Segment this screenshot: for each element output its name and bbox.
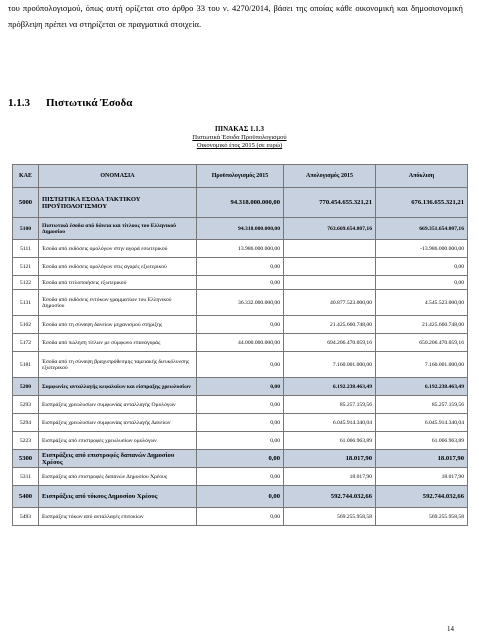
row-code: 5111 [13, 240, 39, 258]
row-name: Έσοδα από τη σύναψη βραχυπρόθεσμης ταμειακής διευκόλυνσης εξωτερικού [39, 352, 197, 378]
row-diff: 7.160.001.000,00 [376, 352, 468, 378]
row-budget: 0,00 [197, 414, 284, 432]
row-budget: 0,00 [197, 352, 284, 378]
row-name: Εισπράξεις από επιστροφές δαπανών Δημοσίου Χρέους [39, 450, 197, 468]
row-diff: 6.192.238.463,49 [376, 378, 468, 396]
row-actual: 694.206.470.059,16 [284, 334, 376, 352]
row-budget: 0,00 [197, 258, 284, 276]
row-actual: 21.425.660.748,00 [284, 316, 376, 334]
row-actual: 770.454.655.321,21 [284, 188, 376, 218]
table-row [13, 414, 468, 432]
row-diff: 592.744.032,66 [376, 486, 468, 508]
row-code: 5131 [13, 290, 39, 316]
section-title: Πιστωτικά Έσοδα [46, 97, 133, 109]
table-row [13, 334, 468, 352]
row-budget: 0,00 [197, 450, 284, 468]
table-row [13, 432, 468, 450]
row-diff: 676.136.655.321,21 [376, 188, 468, 218]
row-name: Πιστωτικά έσοδα από δάνεια και τίτλους του Ελληνικού Δημοσίου [39, 218, 197, 240]
row-name: Έσοδα από τη σύναψη δανείων μηχανισμού στήριξης [39, 316, 197, 334]
row-code: 5100 [13, 218, 39, 240]
section-heading [8, 97, 132, 109]
row-code: 5294 [13, 414, 39, 432]
row-name: Εισπράξεις χρεωλυσίων συμφωνίας ανταλλαγής Δανείων [39, 414, 197, 432]
row-code: 5000 [13, 188, 39, 218]
row-budget: 0,00 [197, 378, 284, 396]
table-row [13, 396, 468, 414]
row-diff: 61.066.963,89 [376, 432, 468, 450]
table-header-row [13, 165, 468, 188]
row-code: 5181 [13, 352, 39, 378]
col-header-name: ΟΝΟΜΑΣΙΑ [39, 165, 197, 188]
intro-paragraph: του προϋπολογισμού, όπως αυτή ορίζεται στο άρθρο 33 του ν. 4270/2014, βάσει της οποίας κάθε οικονομική και δημοσιονομική πρόβλεψη πρέπει να στηρίζεται σε πραγματικά στοιχεία. [8, 3, 463, 29]
row-budget: 0,00 [197, 432, 284, 450]
row-actual: 85.257.159,56 [284, 396, 376, 414]
row-budget: 44.000.000.000,00 [197, 334, 284, 352]
row-actual [284, 258, 376, 276]
row-code: 5293 [13, 396, 39, 414]
row-code: 5223 [13, 432, 39, 450]
row-diff: 669.351.654.807,16 [376, 218, 468, 240]
revenue-table [12, 164, 468, 526]
row-budget: 36.332.000.000,00 [197, 290, 284, 316]
row-budget: 0,00 [197, 486, 284, 508]
row-actual: 40.877.523.000,00 [284, 290, 376, 316]
row-code: 5493 [13, 508, 39, 526]
table-row [13, 218, 468, 240]
table-row [13, 486, 468, 508]
row-budget: 0,00 [197, 396, 284, 414]
row-budget: 94.318.000.000,00 [197, 218, 284, 240]
table-row [13, 258, 468, 276]
row-diff: 18.017,90 [376, 450, 468, 468]
row-code: 5300 [13, 450, 39, 468]
row-actual: 569.255.958,58 [284, 508, 376, 526]
row-actual [284, 240, 376, 258]
row-actual: 61.066.963,89 [284, 432, 376, 450]
row-diff: 6.045.914.340,04 [376, 414, 468, 432]
table-row [13, 188, 468, 218]
row-actual: 18.017,90 [284, 468, 376, 486]
row-actual: 592.744.032,66 [284, 486, 376, 508]
row-name: Έσοδα από εκδόσεις εντόκων γραμματίων του Ελληνικού Δημοσίου [39, 290, 197, 316]
row-code: 5200 [13, 378, 39, 396]
row-actual: 763.669.654.807,16 [284, 218, 376, 240]
table-row [13, 316, 468, 334]
row-diff: -13.986.000.000,00 [376, 240, 468, 258]
table-row [13, 276, 468, 290]
row-name: Έσοδα από εκδόσεις ομολόγων στις αγορές εξωτερικού [39, 258, 197, 276]
row-actual [284, 276, 376, 290]
row-diff: 650.206.470.059,16 [376, 334, 468, 352]
row-budget: 0,00 [197, 468, 284, 486]
table-row [13, 450, 468, 468]
row-name: Έσοδα από εκδόσεις ομολόγων στην αγορά εσωτερικού [39, 240, 197, 258]
section-number: 1.1.3 [8, 97, 30, 109]
table-year: Οικονομικό έτος 2015 (σε ευρώ) [196, 142, 283, 149]
row-name: Εισπράξεις χρεωλυσίων συμφωνίας ανταλλαγής Ομολόγων [39, 396, 197, 414]
row-diff: 0,00 [376, 276, 468, 290]
row-code: 5122 [13, 276, 39, 290]
row-budget: 13.986.000.000,00 [197, 240, 284, 258]
col-header-actual: Απολογισμός 2015 [284, 165, 376, 188]
row-budget: 0,00 [197, 276, 284, 290]
row-diff: 0,00 [376, 258, 468, 276]
row-code: 5162 [13, 316, 39, 334]
row-budget: 0,00 [197, 508, 284, 526]
row-budget: 94.318.000.000,00 [197, 188, 284, 218]
table-row [13, 290, 468, 316]
row-actual: 7.160.001.000,00 [284, 352, 376, 378]
row-diff: 4.545.523.000,00 [376, 290, 468, 316]
page-number: 14 [447, 625, 454, 633]
row-name: Έσοδα από πώληση τίτλων με σύμφωνο επαναγοράς [39, 334, 197, 352]
col-header-diff: Απόκλιση [376, 165, 468, 188]
table-row [13, 352, 468, 378]
row-name: ΠΙΣΤΩΤΙΚΑ ΕΣΟΔΑ ΤΑΚΤΙΚΟΥ ΠΡΟΫΠΟΛΟΓΙΣΜΟΥ [39, 188, 197, 218]
row-diff: 85.257.159,56 [376, 396, 468, 414]
row-name: Εισπράξεις από επιστροφές δαπανών Δημοσίου Χρέους [39, 468, 197, 486]
table-title: Πιστωτικά Έσοδα Προϋπολογισμού [192, 134, 287, 141]
table-row [13, 468, 468, 486]
row-name: Εισπράξεις από επιστροφές χρεωλυσίων ομολόγων [39, 432, 197, 450]
row-name: Εισπράξεις τόκων από ανταλλαγές επιτοκίων [39, 508, 197, 526]
row-actual: 6.192.238.463,49 [284, 378, 376, 396]
row-actual: 6.045.914.340,04 [284, 414, 376, 432]
col-header-budget: Προϋπολογισμός 2015 [197, 165, 284, 188]
row-name: Συμφωνίες ανταλλαγής κεφαλαίων και είσπραξης χρεωλυσίων [39, 378, 197, 396]
table-row [13, 240, 468, 258]
row-budget: 0,00 [197, 316, 284, 334]
row-diff: 569.255.958,58 [376, 508, 468, 526]
table-body [13, 188, 468, 526]
row-name: Έσοδα από τιτλοποιήσεις εξωτερικού [39, 276, 197, 290]
row-code: 5311 [13, 468, 39, 486]
row-code: 5121 [13, 258, 39, 276]
table-row [13, 508, 468, 526]
col-header-kae: ΚΑΕ [13, 165, 39, 188]
row-code: 5400 [13, 486, 39, 508]
row-actual: 18.017,90 [284, 450, 376, 468]
row-name: Εισπράξεις από τόκους Δημοσίου Χρέους [39, 486, 197, 508]
table-row [13, 378, 468, 396]
row-diff: 21.425.660.748,00 [376, 316, 468, 334]
table-label: ΠΙΝΑΚΑΣ 1.1.3 [214, 125, 265, 133]
row-diff: 18.017,90 [376, 468, 468, 486]
row-code: 5172 [13, 334, 39, 352]
